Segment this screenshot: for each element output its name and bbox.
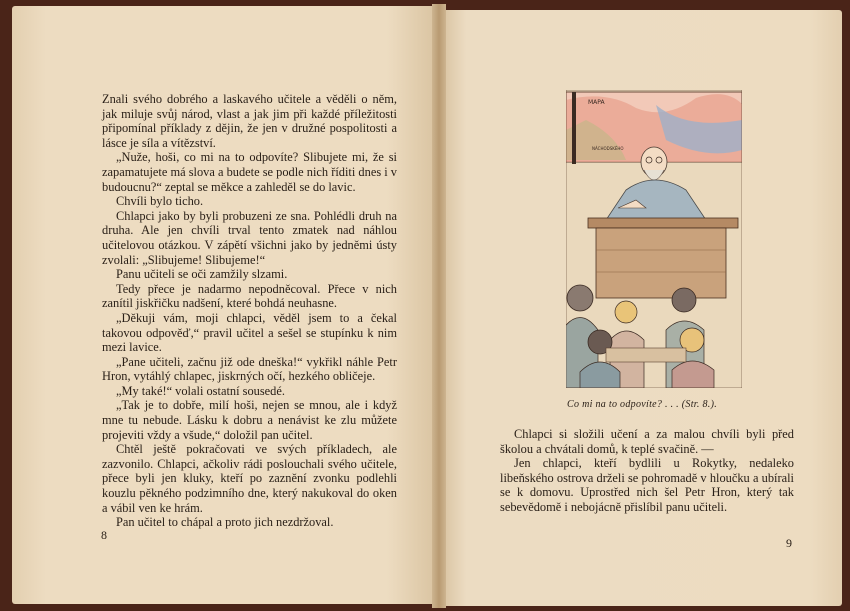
paragraph: Panu učiteli se oči zamžily slzami. xyxy=(116,267,288,282)
paragraph: Chlapci jako by byli probuzeni ze sna. Pohlédli druh na druha. Ale jen chvíli trval tento zmatek nad náhlou učitelovou otázkou. V zápětí všichni jako by jedněmi ústy zvolali: „Slibujeme! Slibujeme!“ xyxy=(102,208,397,267)
paragraph: „Tak je to dobře, milí hoši, nejen se mnou, ale i když mne tu nebude. Lásku k dobru a nenávist ke zlu můžete projeviti vždy a všude,“ doložil pan učitel. xyxy=(102,398,397,442)
paragraph: „Děkuji vám, moji chlapci, věděl jsem to a čekal takovou odpověď,“ pravil učitel a sešel se stupínku k nim mezi lavice. xyxy=(102,310,397,355)
right-page-text xyxy=(500,427,794,515)
paragraph: „Pane učiteli, začnu již ode dneška!“ vykřikl náhle Petr Hron, vytáhlý chlapec, jiskrných očí, hezkého obličeje. xyxy=(102,354,397,384)
map-board-text: NÁCHODSKÉHO xyxy=(592,146,624,151)
classroom-illustration xyxy=(566,90,742,388)
paragraph: Chlapci si složili učení a za malou chvíli byli před školou a chvátali domů, k teplé svačině. — xyxy=(500,427,794,456)
paragraph: Znali svého dobrého a laskavého učitele a věděli o něm, jak miluje svůj národ, vlast a jak jim při každé příležitosti připomínal příklady z dějin, že jen v družné pospolitosti a lásce je síla a vítězství. xyxy=(102,92,397,150)
paragraph: Chvíli bylo ticho. xyxy=(116,194,204,209)
paragraph: Jen chlapci, kteří bydlili u Rokytky, nedaleko libeňského ostrova drželi se pohromadě v hloučku a ubírali se k domovu. Uprostřed nich šel Petr Hron, který tak sebevědomě i nebojácně přislíbil panu učiteli. xyxy=(500,456,794,514)
illustration-caption: Co mi na to odpovíte? . . . (Str. 8.). xyxy=(567,399,718,410)
paragraph: „My také!“ volali ostatní sousedé. xyxy=(116,383,285,398)
paragraph: „Nuže, hoši, co mi na to odpovíte? Slibujete mi, že si zapamatujete má slova a budete se podle nich říditi dnes i v budoucnu?“ zeptal se měkce a zahleděl se do lavic. xyxy=(102,150,397,194)
paragraph: Tedy přece je nadarmo nepodněcoval. Přece v nich zanítil jiskřičku nadšení, které bohdá neuhasne. xyxy=(102,281,397,311)
book-gutter xyxy=(432,4,446,608)
paragraph: Chtěl ještě pokračovati ve svých příkladech, ale zazvonilo. Chlapci, ačkoliv rádi poslouchali svého učitele, přece byli jen kluky, kteří po zaznění zvonku podlehli kouzlu pěkného podzimního dne, který nakukoval do oken a vábil ven ke hrám. xyxy=(102,442,397,515)
page-number-left: 8 xyxy=(101,528,107,542)
paragraph: Pan učitel to chápal a proto jich nezdržoval. xyxy=(116,515,334,530)
map-sign-text: MAPA xyxy=(588,99,605,106)
page-number-right: 9 xyxy=(786,536,792,550)
left-page-text xyxy=(102,92,397,530)
